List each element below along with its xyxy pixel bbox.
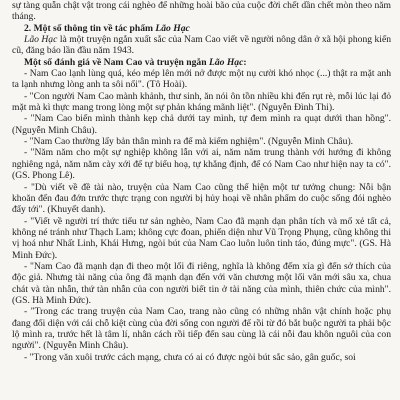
quote-7: - "Viết về người trí thức tiểu tư sản nghèo, Nam Cao đã mạnh dạn phân tích và mổ xẻ tất cả, không né tránh như Thạch Lam; không cực đoan, phiến diện như Vũ Trọng Phụng, cũng không thi vị hoá như Nhất Linh, Khái Hưng, ngòi bút của Nam Cao luôn luôn tinh táo, đúng mực". (GS. Hà Minh Đức). (12, 215, 391, 261)
quote-3: - "Nam Cao biến mình thành kẹp chả dưới tay mình, tự đem mình ra quạt dưới than hồng". (Nguyễn Minh Châu). (12, 113, 391, 136)
section-2-heading-title: Lão Hạc (155, 22, 190, 34)
section-2-body-text: là một truyện ngắn xuất sắc của Nam Cao viết về người nông dân ở xã hội phong kiến cũ, đăng báo lần đầu năm 1943. (12, 34, 392, 57)
section-2-title-inline: Lão Hạc (24, 34, 58, 46)
quote-9: - "Trong các trang truyện của Nam Cao, trang nào cũng có những nhân vật chính hoặc phụ đang đối diện với cái chỗ kiệt cùng của đời sống con người để rồi từ đó bắt buộc người ta phải bộc lộ mình ra, trước hết là tâm lí, nhân cách rồi tiếp đến sau cùng là cái nỗi đau khôn nguôi của con người". (Nguyễn Minh Châu). (12, 306, 391, 352)
quote-8: - "Nam Cao đã mạnh dạn đi theo một lối đi riêng, nghĩa là không đếm xỉa gì đến sở thích của độc giả. Nhưng tài năng của ông đã mạnh dạn đến với văn chương một lối văn mới sâu xa, chua chát và tàn nhẫn, thứ tàn nhẫn của con người biết tin ở tài năng của mình, thiên chức của mình". (GS. Hà Minh Đức). (12, 260, 391, 306)
intro-paragraph: sự tàng quẫn chật vật trong cái nghèo để những hoài bão của cuộc đời chết dần chết mòn theo năm tháng. (12, 0, 391, 23)
section-3-heading-suffix: : (243, 56, 247, 68)
section-3-heading (12, 57, 391, 68)
section-2-heading (12, 23, 391, 34)
section-3-heading-prefix: Một số đánh giá về Nam Cao và truyện ngắn (24, 56, 209, 68)
quote-10: - "Trong văn xuôi trước cách mạng, chưa có ai có được ngòi bút sắc sảo, gân guốc, soi (24, 351, 356, 363)
quote-2: - "Con người Nam Cao mành khảnh, thư sinh, ăn nói ôn tồn nhiều khi đến rụt rè, mỗi lúc lại đỏ mặt mà kì thực mang trong lòng một sự phản kháng mãnh liệt". (Nguyễn Đình Thi). (12, 90, 391, 114)
quote-5: - "Năm năm cho một sự nghiệp không lẫn với ai, năm năm trung thành với hướng đi không nghiêng ngả, năm năm cày xới để tự biểu hoạ, tự khẳng định, để có Nam Cao như hiện nay ta có". (GS. Phong Lê). (12, 147, 391, 182)
quote-1: - Nam Cao lạnh lùng quá, kéo mép lên mới nở được một nụ cười khó nhọc (...) thật ra mặt anh ta lạnh nhưng lòng anh ta sôi nổi". (Tô Hoài). (12, 68, 391, 91)
section-3-heading-title: Lão Hạc (208, 56, 244, 68)
quote-6: - "Dù viết về đề tài nào, truyện của Nam Cao cũng thể hiện một tư tưởng chung: Nỗi bận khoăn đến đau đớn trước thực trạng con người bị hủy hoại về nhân phẩm do cuộc sống đói nghèo đẩy tới". (Khuyết danh). (12, 181, 391, 216)
section-2-heading-prefix: 2. Một số thông tin về tác phẩm (24, 22, 156, 34)
section-2-body (12, 34, 391, 57)
quote-4: - "Nam Cao thường lấy bản thân mình ra để mà kiểm nghiệm". (Nguyễn Minh Châu). (24, 136, 354, 148)
